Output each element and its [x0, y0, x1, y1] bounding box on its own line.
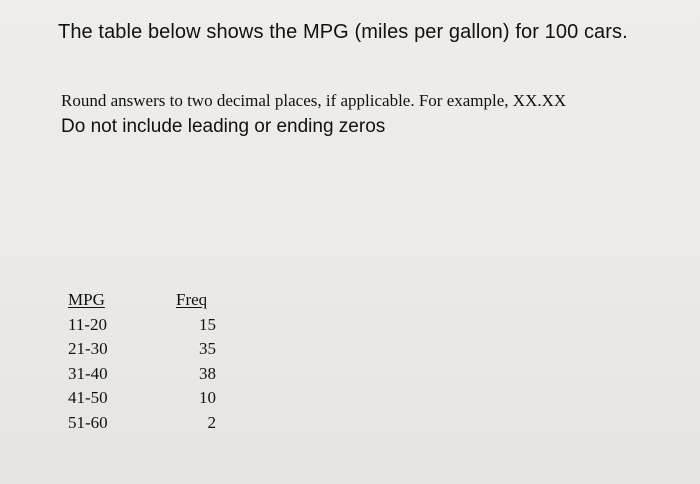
mpg-cell: 31-40 — [68, 363, 108, 383]
mpg-cell: 41-50 — [68, 388, 108, 407]
freq-cell: 35 — [199, 339, 216, 358]
header-mpg: MPG — [68, 290, 105, 309]
table-row — [68, 411, 216, 436]
question-title: The table below shows the MPG (miles per gallon) for 100 cars. — [58, 21, 628, 43]
table-header-row — [68, 288, 216, 313]
freq-cell: 15 — [199, 314, 216, 334]
table-row — [68, 337, 216, 362]
frequency-table — [68, 288, 216, 435]
mpg-cell: 11-20 — [68, 314, 108, 334]
mpg-cell: 51-60 — [68, 412, 108, 432]
table-row — [68, 362, 216, 387]
table-row — [68, 386, 216, 411]
zeros-instruction: Do not include leading or ending zeros — [61, 116, 386, 137]
table-row — [68, 313, 216, 338]
rounding-instruction: Round answers to two decimal places, if applicable. For example, XX.XX — [61, 91, 567, 110]
freq-cell: 10 — [199, 388, 216, 407]
freq-cell: 38 — [199, 363, 216, 383]
header-freq: Freq — [176, 290, 208, 309]
mpg-cell: 21-30 — [68, 339, 108, 358]
freq-cell: 2 — [207, 412, 216, 432]
